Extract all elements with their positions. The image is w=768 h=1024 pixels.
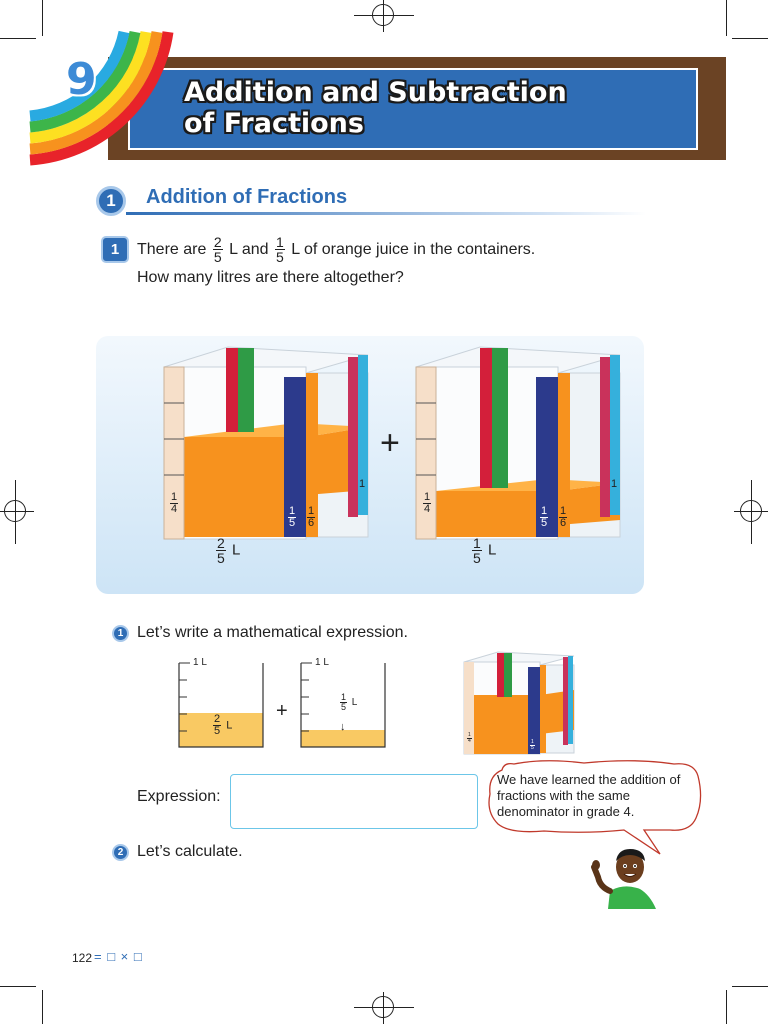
left-edge-label: 1: [359, 478, 366, 490]
expression-label: Expression:: [137, 788, 221, 805]
speech-bubble-text: We have learned the addition of fractions with the same denominator in grade 4.: [497, 772, 681, 819]
beaker-plus-sign: +: [276, 700, 288, 722]
beaker-left-label: $\frac{2}{5}$ L: [214, 713, 233, 737]
left-side-label: $\frac{1}{4}$: [171, 491, 178, 515]
chapter-title: [184, 77, 567, 139]
page-number-decoration: = □ × □: [94, 949, 143, 964]
task2-text: Let’s calculate.: [137, 843, 243, 860]
right-amount-label: $\frac{1}{5}$ L: [473, 535, 497, 566]
problem-question: How many litres are there altogether?: [137, 269, 404, 286]
small-cube-front-label: $\frac{1}{5}$: [531, 739, 534, 751]
right-right-label: $\frac{1}{6}$: [560, 505, 567, 529]
task2-badge: 2: [112, 844, 129, 861]
right-front-label: $\frac{1}{5}$: [541, 505, 548, 529]
beaker-left-top-label: 1 L: [193, 657, 207, 668]
small-cube-side-label: $\frac{1}{4}$: [468, 732, 471, 744]
task1-badge: 1: [112, 625, 129, 642]
right-edge-label: 1: [611, 478, 618, 490]
fraction-two-fifths: $\frac{2}{5}$: [213, 234, 222, 266]
boy-illustration: [590, 843, 662, 909]
beaker-right-top-label: 1 L: [315, 657, 329, 668]
small-juice-cube: [460, 650, 578, 756]
plus-sign: +: [380, 424, 400, 462]
juice-container-left: [156, 345, 376, 545]
left-amount-label: $\frac{2}{5}$ L: [217, 535, 241, 566]
left-right-label: $\frac{1}{6}$: [308, 505, 315, 529]
expression-input[interactable]: [230, 774, 478, 829]
beaker-right-arrow-icon: ↓: [340, 721, 346, 733]
page-number: 122: [72, 951, 93, 965]
problem-number-badge: 1: [101, 236, 129, 263]
section-title: Addition of Fractions: [146, 186, 348, 208]
section-number-badge: 1: [96, 186, 126, 216]
problem-text-before: There are: [137, 241, 207, 258]
right-side-label: $\frac{1}{4}$: [424, 491, 431, 515]
problem-text-mid: L and: [229, 241, 269, 258]
left-front-label: $\frac{1}{5}$: [289, 505, 296, 529]
fraction-one-fifth: $\frac{1}{5}$: [275, 234, 284, 266]
section-underline: [126, 212, 646, 215]
beaker-right-label: $\frac{1}{5}$ L: [341, 692, 358, 712]
problem-text-after: L of orange juice in the containers.: [291, 241, 536, 258]
task1-text: Let’s write a mathematical expression.: [137, 624, 408, 641]
problem-statement: [137, 232, 535, 268]
chapter-title-line1: Addition and Subtraction: [184, 77, 567, 108]
chapter-title-line2: of Fractions: [184, 108, 364, 139]
chapter-number: 9: [66, 54, 97, 105]
juice-container-right: [408, 345, 628, 545]
